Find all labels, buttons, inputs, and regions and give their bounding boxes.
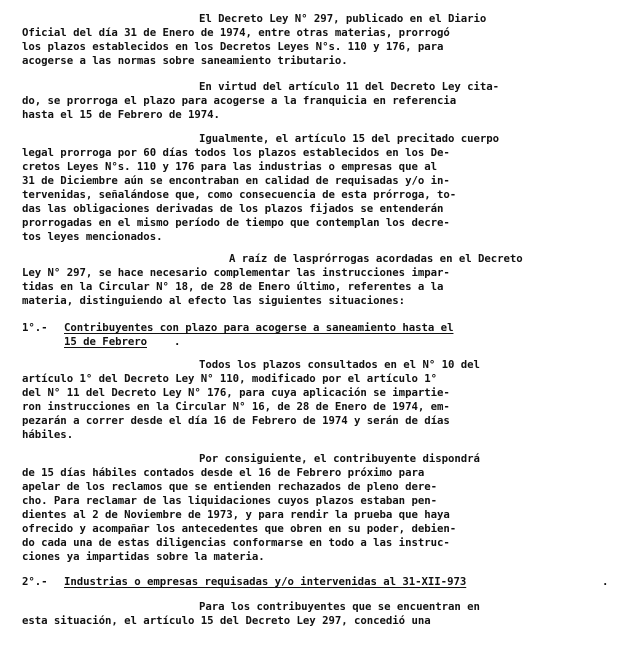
paragraph-5-line-3: del N° 11 del Decreto Ley N° 176, para cuya aplicación se impartie-: [22, 386, 450, 399]
paragraph-3-line-3: cretos Leyes N°s. 110 y 176 para las industrias o empresas que al: [22, 160, 437, 173]
paragraph-2-line-2: do, se prorroga el plazo para acogerse a la franquicia en referencia: [22, 94, 457, 107]
paragraph-7-line-2: esta situación, el artículo 15 del Decreto Ley 297, concedió una: [22, 614, 431, 627]
paragraph-6-line-4: cho. Para reclamar de las liquidaciones cuyos plazos estaban pen-: [22, 494, 437, 507]
paragraph-3-line-6: das las obligaciones derivadas de los plazos fijados se entenderán: [22, 202, 444, 215]
paragraph-4-line-2: Ley N° 297, se hace necesario complementar las instrucciones impar-: [22, 266, 450, 279]
paragraph-6-line-1: Por consiguiente, el contribuyente dispondrá: [199, 452, 480, 465]
section-2-heading-line-1: Industrias o empresas requisadas y/o intervenidas al 31-XII-973: [64, 575, 467, 588]
paragraph-3-line-1: Igualmente, el artículo 15 del precitado cuerpo: [199, 132, 500, 145]
paragraph-6-line-5: dientes al 2 de Noviembre de 1973, y para rendir la prueba que haya: [22, 508, 450, 521]
paragraph-3-line-2: legal prorroga por 60 días todos los plazos establecidos en los De-: [22, 146, 450, 159]
section-2-number: 2°.-: [22, 575, 48, 588]
paragraph-5-line-1: Todos los plazos consultados en el N° 10 del: [199, 358, 480, 371]
paragraph-4-line-1: A raíz de lasprórrogas acordadas en el Decreto: [229, 252, 523, 265]
section-1-heading-line-2: 15 de Febrero: [64, 335, 147, 348]
paragraph-6-line-8: ciones ya impartidas sobre la materia.: [22, 550, 265, 563]
paragraph-5-line-6: hábiles.: [22, 428, 74, 441]
paragraph-1-line-4: acogerse a las normas sobre saneamiento tributario.: [22, 54, 348, 67]
paragraph-6-line-2: de 15 días hábiles contados desde el 16 de Febrero próximo para: [22, 466, 425, 479]
paragraph-5-line-2: artículo 1° del Decreto Ley N° 110, modificado por el artículo 1°: [22, 372, 437, 385]
paragraph-3-line-8: tos leyes mencionados.: [22, 230, 163, 243]
paragraph-1-line-1: El Decreto Ley N° 297, publicado en el Diario: [199, 12, 487, 25]
paragraph-7-line-1: Para los contribuyentes que se encuentran en: [199, 600, 480, 613]
paragraph-2-line-1: En virtud del artículo 11 del Decreto Ley cita-: [199, 80, 500, 93]
section-2-heading-period: .: [602, 575, 609, 588]
paragraph-1-line-2: Oficial del día 31 de Enero de 1974, entre otras materias, prorrogó: [22, 26, 450, 39]
paragraph-6-line-7: do cada una de estas diligencias conformarse en todo a las instruc-: [22, 536, 450, 549]
section-1-number: 1°.-: [22, 321, 48, 334]
paragraph-1-line-3: los plazos establecidos en los Decretos Leyes N°s. 110 y 176, para: [22, 40, 444, 53]
section-1-heading-line-1: Contribuyentes con plazo para acogerse a saneamiento hasta el: [64, 321, 454, 334]
paragraph-4-line-3: tidas en la Circular N° 18, de 28 de Enero último, referentes a la: [22, 280, 444, 293]
section-1-heading-period: .: [174, 335, 181, 348]
paragraph-5-line-5: pezarán a correr desde el día 16 de Febrero de 1974 y serán de días: [22, 414, 450, 427]
paragraph-6-line-6: ofrecido y acompañar los antecedentes que obren en su poder, debien-: [22, 522, 457, 535]
paragraph-6-line-3: apelar de los reclamos que se entienden rechazados de pleno dere-: [22, 480, 437, 493]
paragraph-3-line-5: tervenidas, señalándose que, como consecuencia de esta prórroga, to-: [22, 188, 457, 201]
paragraph-2-line-3: hasta el 15 de Febrero de 1974.: [22, 108, 220, 121]
paragraph-3-line-4: 31 de Diciembre aún se encontraban en calidad de requisadas y/o in-: [22, 174, 450, 187]
paragraph-4-line-4: materia, distinguiendo al efecto las siguientes situaciones:: [22, 294, 406, 307]
paragraph-5-line-4: ron instrucciones en la Circular N° 16, de 28 de Enero de 1974, em-: [22, 400, 450, 413]
paragraph-3-line-7: prorrogadas en el mismo período de tiempo que contemplan los decre-: [22, 216, 450, 229]
